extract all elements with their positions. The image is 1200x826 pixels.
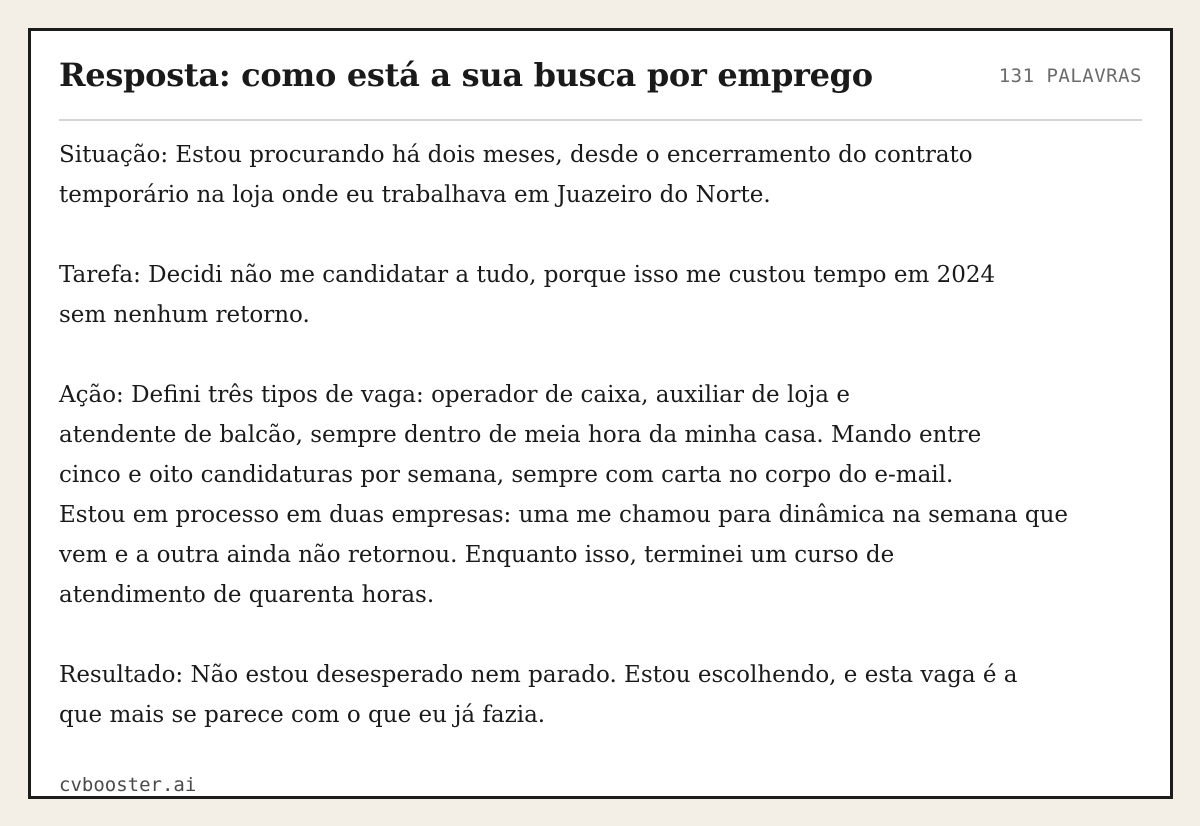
- word-count-badge: 131 PALAVRAS: [998, 65, 1142, 87]
- card-header: [59, 53, 1142, 121]
- text-line: sem nenhum retorno.: [59, 302, 310, 328]
- text-line: Resultado: Não estou desesperado nem parado. Estou escolhendo, e esta vaga é a: [59, 662, 1018, 688]
- text-line: Ação: Defini três tipos de vaga: operador de caixa, auxiliar de loja e: [59, 382, 850, 408]
- paragraph-tarefa: [59, 255, 1119, 335]
- text-line: atendimento de quarenta horas.: [59, 582, 435, 608]
- paragraph-situacao: [59, 135, 1119, 215]
- text-line: Situação: Estou procurando há dois meses, desde o encerramento do contrato: [59, 142, 973, 168]
- text-line: temporário na loja onde eu trabalhava em Juazeiro do Norte.: [59, 182, 771, 208]
- text-line: que mais se parece com o que eu já fazia.: [59, 702, 546, 728]
- paragraph-resultado: [59, 655, 1119, 735]
- text-line: vem e a outra ainda não retornou. Enquanto isso, terminei um curso de: [59, 542, 895, 568]
- text-line: Tarefa: Decidi não me candidatar a tudo, porque isso me custou tempo em 2024: [59, 262, 996, 288]
- brand-footer: cvbooster.ai: [59, 774, 197, 796]
- page-title: Resposta: como está a sua busca por emprego: [59, 56, 873, 94]
- text-line: Estou em processo em duas empresas: uma me chamou para dinâmica na semana que: [59, 502, 1069, 528]
- answer-card: [28, 28, 1173, 799]
- answer-body: [59, 135, 1119, 735]
- text-line: cinco e oito candidaturas por semana, sempre com carta no corpo do e-mail.: [59, 462, 954, 488]
- paragraph-acao: [59, 375, 1119, 615]
- text-line: atendente de balcão, sempre dentro de meia hora da minha casa. Mando entre: [59, 422, 982, 448]
